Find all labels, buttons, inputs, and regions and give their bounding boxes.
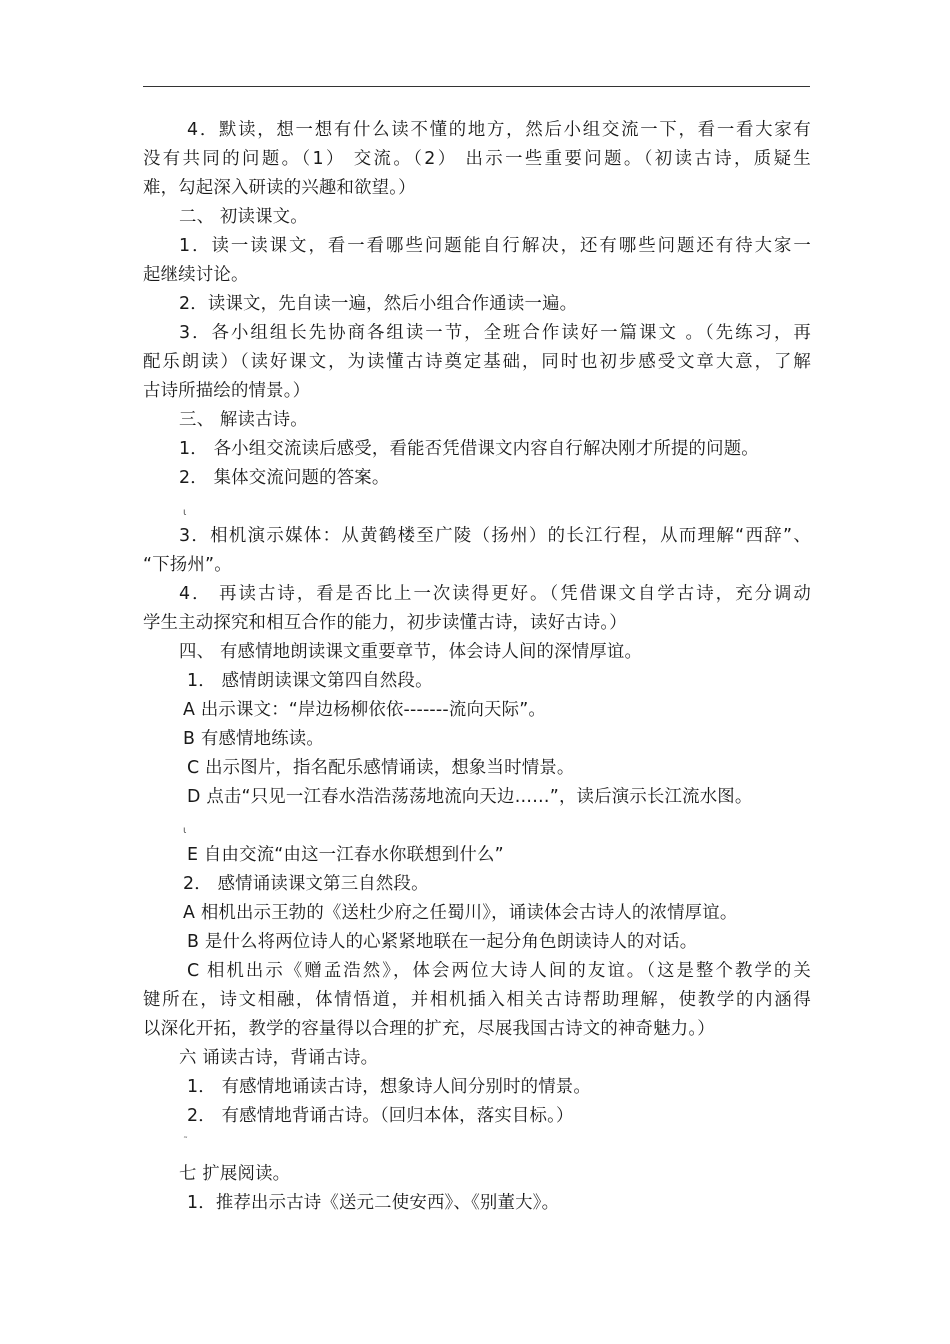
text-line: 没有共同的问题。（1） 交流。（2） 出示一些重要问题。（初读古诗，质疑生 bbox=[143, 149, 811, 169]
text-line: 1． 感情朗读课文第四自然段。 bbox=[187, 671, 433, 691]
text-line: 四、 有感情地朗读课文重要章节，体会诗人间的深情厚谊。 bbox=[179, 642, 643, 662]
text-line: D 点击“只见一江春水浩浩荡荡地流向天边……”，读后演示长江流水图。 bbox=[187, 787, 753, 807]
text-line: 二、 初读课文。 bbox=[179, 207, 308, 227]
text-line: 4．默读，想一想有什么读不懂的地方，然后小组交流一下，看一看大家有 bbox=[187, 120, 811, 140]
text-line: B 是什么将两位诗人的心紧紧地联在一起分角色朗读诗人的对话。 bbox=[187, 932, 698, 952]
text-line: A 相机出示王勃的《送杜少府之任蜀川》，诵读体会古诗人的浓情厚谊。 bbox=[183, 903, 738, 923]
stray-mark: ι bbox=[183, 507, 187, 518]
text-line: 1． 有感情地诵读古诗，想象诗人间分别时的情景。 bbox=[187, 1077, 591, 1097]
text-line: 古诗所描绘的情景。） bbox=[143, 381, 311, 401]
text-line: 3．各小组组长先协商各组读一节，全班合作读好一篇课文 。（先练习，再 bbox=[179, 323, 811, 343]
text-line: 1． 各小组交流读后感受，看能否凭借课文内容自行解决刚才所提的问题。 bbox=[179, 439, 759, 459]
text-line: 1．读一读课文，看一看哪些问题能自行解决，还有哪些问题还有待大家一 bbox=[179, 236, 811, 256]
text-line: 3．相机演示媒体：从黄鹤楼至广陵（扬州）的长江行程，从而理解“西辞”、 bbox=[179, 526, 811, 546]
text-line: A 出示课文：“岸边杨柳依依-------流向天际”。 bbox=[183, 700, 547, 720]
header-rule bbox=[143, 86, 810, 87]
stray-mark: ˜ bbox=[183, 1136, 188, 1147]
text-line: “下扬州”。 bbox=[143, 555, 232, 575]
text-line: 以深化开拓，教学的容量得以合理的扩充，尽展我国古诗文的神奇魅力。） bbox=[143, 1019, 715, 1039]
text-line: 2．读课文，先自读一遍，然后小组合作通读一遍。 bbox=[179, 294, 578, 314]
text-line: 2． 感情诵读课文第三自然段。 bbox=[183, 874, 429, 894]
text-line: B 有感情地练读。 bbox=[183, 729, 324, 749]
text-line: 七 扩展阅读。 bbox=[179, 1164, 291, 1184]
text-line: 配乐朗读）（读好课文，为读懂古诗奠定基础，同时也初步感受文章大意，了解 bbox=[143, 352, 811, 372]
text-line: 2． 有感情地背诵古诗。（回归本体，落实目标。） bbox=[187, 1106, 574, 1126]
text-line: 2． 集体交流问题的答案。 bbox=[179, 468, 390, 488]
text-line: 难，勾起深入研读的兴趣和欲望。） bbox=[143, 178, 416, 198]
text-line: 键所在，诗文相融，体情悟道，并相机插入相关古诗帮助理解，使教学的内涵得 bbox=[143, 990, 811, 1010]
text-line: C 出示图片，指名配乐感情诵读，想象当时情景。 bbox=[187, 758, 575, 778]
text-line: 六 诵读古诗，背诵古诗。 bbox=[179, 1048, 379, 1068]
text-line: 1．推荐出示古诗《送元二使安西》、《别董大》。 bbox=[187, 1193, 560, 1213]
text-line: 起继续讨论。 bbox=[143, 265, 249, 285]
text-line: 学生主动探究和相互合作的能力，初步读懂古诗，读好古诗。） bbox=[143, 613, 627, 633]
text-line: 三、 解读古诗。 bbox=[179, 410, 308, 430]
text-line: C 相机出示《赠孟浩然》，体会两位大诗人间的友谊。（这是整个教学的关 bbox=[187, 961, 811, 981]
text-line: E 自由交流“由这一江春水你联想到什么” bbox=[187, 845, 504, 865]
text-line: 4． 再读古诗，看是否比上一次读得更好。（凭借课文自学古诗，充分调动 bbox=[179, 584, 811, 604]
stray-mark: ι bbox=[183, 825, 187, 836]
